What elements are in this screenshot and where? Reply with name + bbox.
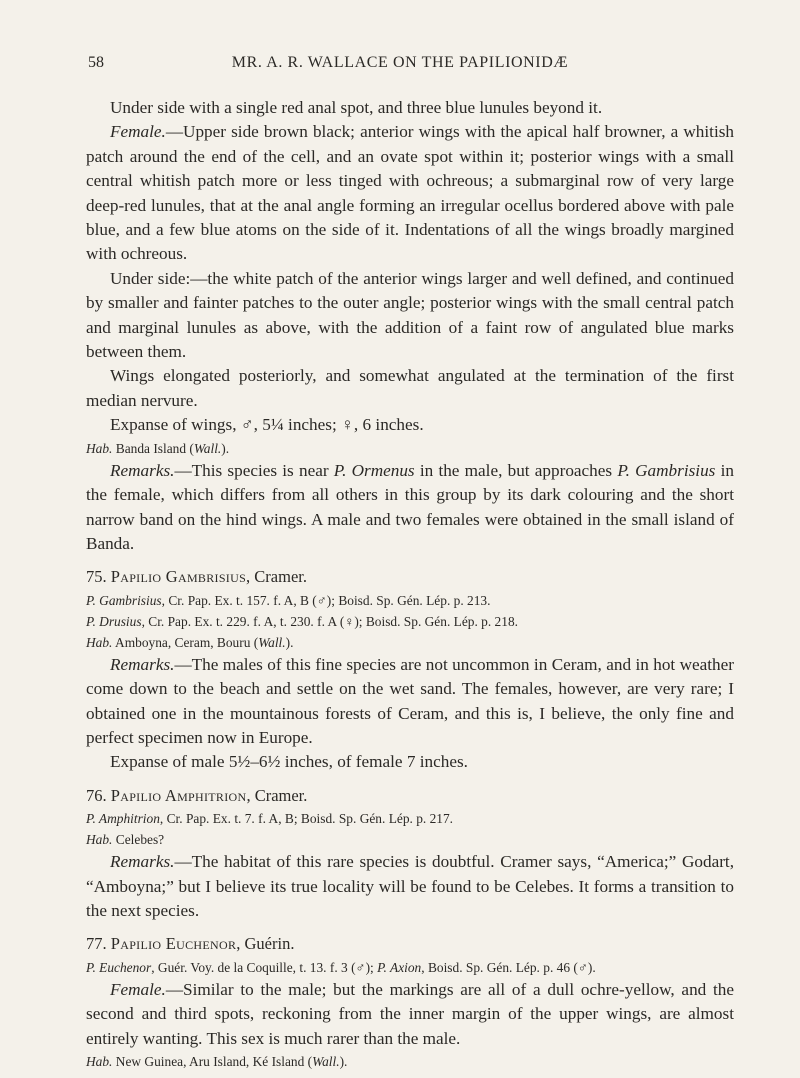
hab-source: Wall. xyxy=(193,440,222,456)
ref-species: P. Axion xyxy=(377,959,422,975)
ref-species: P. Drusius xyxy=(86,613,142,629)
paragraph xyxy=(86,978,734,1051)
ref-text: , Cr. Pap. Ex. t. 157. f. A, B (♂); Boisd. Sp. Gén. Lép. p. 213. xyxy=(161,592,491,608)
references-76 xyxy=(86,808,734,850)
ref-text: , Cr. Pap. Ex. t. 7. f. A, B; Boisd. Sp. Gén. Lép. p. 217. xyxy=(159,811,454,827)
remarks-text: —The habitat of this rare species is doubtful. Cramer says, “America;” Godart, “Amboyna;” but I believe its true locality will be found to be Celebes. It forms a transition to the next species. xyxy=(86,852,734,920)
section-heading-75 xyxy=(86,565,734,589)
running-title: MR. A. R. WALLACE ON THE PAPILIONIDÆ xyxy=(231,54,569,71)
section-heading-76 xyxy=(86,784,734,808)
ref-text: , Guér. Voy. de la Coquille, t. 13. f. 3 (♂); xyxy=(151,959,378,975)
hab-label: Hab. xyxy=(86,634,113,650)
references-77 xyxy=(86,957,734,978)
hab-text: New Guinea, Aru Island, Ké Island xyxy=(115,1054,305,1069)
remarks-paragraph xyxy=(86,850,734,923)
paragraph: Expanse of wings, ♂, 5¼ inches; ♀, 6 inches. xyxy=(110,415,424,435)
paragraph: Under side:—the white patch of the anterior wings larger and well defined, and continued by smaller and fainter patches to the outer angle; posterior wings with the small central patch and marginal lunules as above, with the addition of a faint row of angulated blue marks between them. xyxy=(86,268,734,362)
species-name: P. Ormenus xyxy=(333,460,415,480)
female-label: Female. xyxy=(110,979,166,999)
remarks-paragraph xyxy=(86,653,734,751)
paragraph-text: —Similar to the male; but the markings are all of a dull ochre-yellow, and the second and third spots, reckoning from the inner margin of the upper wings, are almost entirely wanting. This sex is much rarer than the male. xyxy=(86,979,734,1048)
hab-text: Amboyna, Ceram, Bouru xyxy=(115,634,251,650)
ref-text: , Boisd. Sp. Gén. Lép. p. 46 (♂). xyxy=(421,959,596,975)
remarks-text: in the female, which differs from all others in this group by its dark colouring and the short narrow band on the hind wings. A male and two females were obtained in the small island of Banda. xyxy=(86,460,734,553)
hab-label: Hab. xyxy=(86,1054,113,1069)
species-name: P. Gambrisius xyxy=(617,460,716,480)
habitat-line: Hab. New Guinea, Aru Island, Ké Island (Wall.). xyxy=(86,1054,348,1069)
page-header xyxy=(70,54,730,78)
section-author: , Cramer. xyxy=(246,567,307,587)
section-species: Papilio Euchenor xyxy=(110,934,237,954)
habitat-line: Hab. Banda Island (Wall.). xyxy=(86,440,230,456)
ref-text: , Cr. Pap. Ex. t. 229. f. A, t. 230. f. A (♀); Boisd. Sp. Gén. Lép. p. 218. xyxy=(141,613,518,629)
paragraph: Under side with a single red anal spot, and three blue lunules beyond it. xyxy=(110,98,603,117)
paragraph-text: —Upper side brown black; anterior wings with the apical half browner, a whitish patch around the end of the cell, and an ovate spot within it; posterior wings with a small central whitish patch more or less tinged with ochreous; a submarginal row of very large deep-red lunules, that at the anal angle forming an irregular ocellus bordered above with pale blue, and a few blue atoms on the side of it. Indentations of all the wings broadly margined with ochreous. xyxy=(86,122,734,264)
ref-species: P. Euchenor xyxy=(86,959,152,975)
remarks-text: —This species is near xyxy=(174,460,334,480)
hab-label: Hab. xyxy=(86,440,113,456)
paragraph: Expanse of male 5½–6½ inches, of female 7 inches. xyxy=(110,752,468,772)
section-number: 76. xyxy=(86,785,107,805)
paragraph: Wings elongated posteriorly, and somewhat angulated at the termination of the first median nervure. xyxy=(86,366,734,410)
section-heading-77 xyxy=(86,932,734,956)
section-author: , Guérin. xyxy=(236,934,295,954)
section-species: Papilio Gambrisius xyxy=(110,567,247,587)
ref-species: P. Amphitrion xyxy=(86,811,160,827)
ref-species: P. Gambrisius xyxy=(86,592,162,608)
page-number: 58 xyxy=(88,54,104,71)
section-author: , Cramer. xyxy=(246,785,308,805)
page-body xyxy=(86,96,734,1072)
paragraph xyxy=(86,120,734,266)
remarks-label: Remarks. xyxy=(110,654,175,674)
references-75: P. Gambrisius, Cr. Pap. Ex. t. 157. f. A, B (♂); Boisd. Sp. Gén. Lép. p. 213. P. Drusius, Cr. Pap. Ex. t. 229. f. A, t. 230. f. A (♀); Boisd. Sp. Gén. Lép. p. 218. Hab. Amboyna, Ceram, Bouru (Wall.). xyxy=(86,592,518,650)
remarks-text: —The males of this fine species are not uncommon in Ceram, and in hot weather come down to the beach and settle on the wet sand. The females, however, are very rare; I obtained one in the mountainous forests of Ceram, and this is, I believe, the only fine and perfect specimen now in Europe. xyxy=(86,654,734,747)
female-label: Female. xyxy=(110,122,166,142)
hab-source: Wall. xyxy=(258,634,286,650)
section-number: 75. xyxy=(86,567,107,587)
remarks-label: Remarks. xyxy=(110,852,175,872)
remarks-paragraph xyxy=(86,459,734,557)
hab-label: Hab. xyxy=(86,832,113,848)
hab-text: Banda Island xyxy=(115,440,187,456)
remarks-text: in the male, but approaches xyxy=(414,460,618,480)
section-species: Papilio Amphitrion xyxy=(110,785,247,805)
section-number: 77. xyxy=(86,934,107,954)
remarks-label: Remarks. xyxy=(110,460,175,480)
hab-text: Celebes? xyxy=(115,832,165,848)
hab-source: Wall. xyxy=(312,1054,340,1069)
